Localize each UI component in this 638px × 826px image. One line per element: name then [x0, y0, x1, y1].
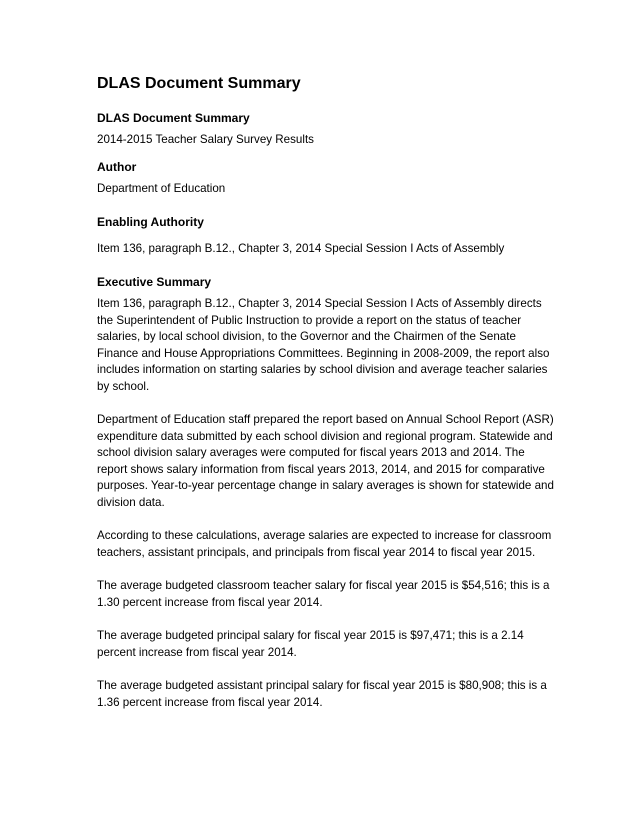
authority-value: Item 136, paragraph B.12., Chapter 3, 2014 Special Session I Acts of Assembly [97, 242, 505, 255]
executive-paragraph-5: The average budgeted principal salary for fiscal year 2015 is $97,471; this is a 2.14 percent increase from fiscal year 2014. [97, 629, 524, 659]
executive-paragraph-2: Department of Education staff prepared the report based on Annual School Report (ASR) expenditure data submitted by each school division and regional program. Statewide and school division salary averages were computed for fiscal years 2013 and 2014. The report shows salary information from fiscal years 2013, 2014, and 2015 for comparative purposes. Year-to-year percentage change in salary averages is shown for statewide and division data. [97, 413, 554, 509]
document-page [97, 74, 557, 711]
executive-paragraph-1: Item 136, paragraph B.12., Chapter 3, 2014 Special Session I Acts of Assembly directs the Superintendent of Public Instruction to provide a report on the status of teacher salaries, by local school division, to the Governor and the Chairmen of the Senate Finance and House Appropriations Committees. Beginning in 2008-2009, the report also includes information on starting salaries by school division and average teacher salaries by school. [97, 297, 550, 393]
authority-heading: Enabling Authority [97, 215, 204, 229]
report-title: 2014-2015 Teacher Salary Survey Results [97, 133, 314, 146]
author-heading: Author [97, 160, 137, 174]
document-title: DLAS Document Summary [97, 75, 301, 92]
author-value: Department of Education [97, 182, 226, 195]
executive-summary-heading: Executive Summary [97, 275, 212, 289]
executive-paragraph-3: According to these calculations, average salaries are expected to increase for classroom teachers, assistant principals, and principals from fiscal year 2014 to fiscal year 2015. [97, 529, 552, 559]
executive-paragraph-4: The average budgeted classroom teacher salary for fiscal year 2015 is $54,516; this is a 1.30 percent increase from fiscal year 2014. [97, 579, 550, 609]
executive-paragraph-6: The average budgeted assistant principal salary for fiscal year 2015 is $80,908; this is a 1.36 percent increase from fiscal year 2014. [97, 679, 547, 709]
summary-heading: DLAS Document Summary [97, 111, 250, 125]
